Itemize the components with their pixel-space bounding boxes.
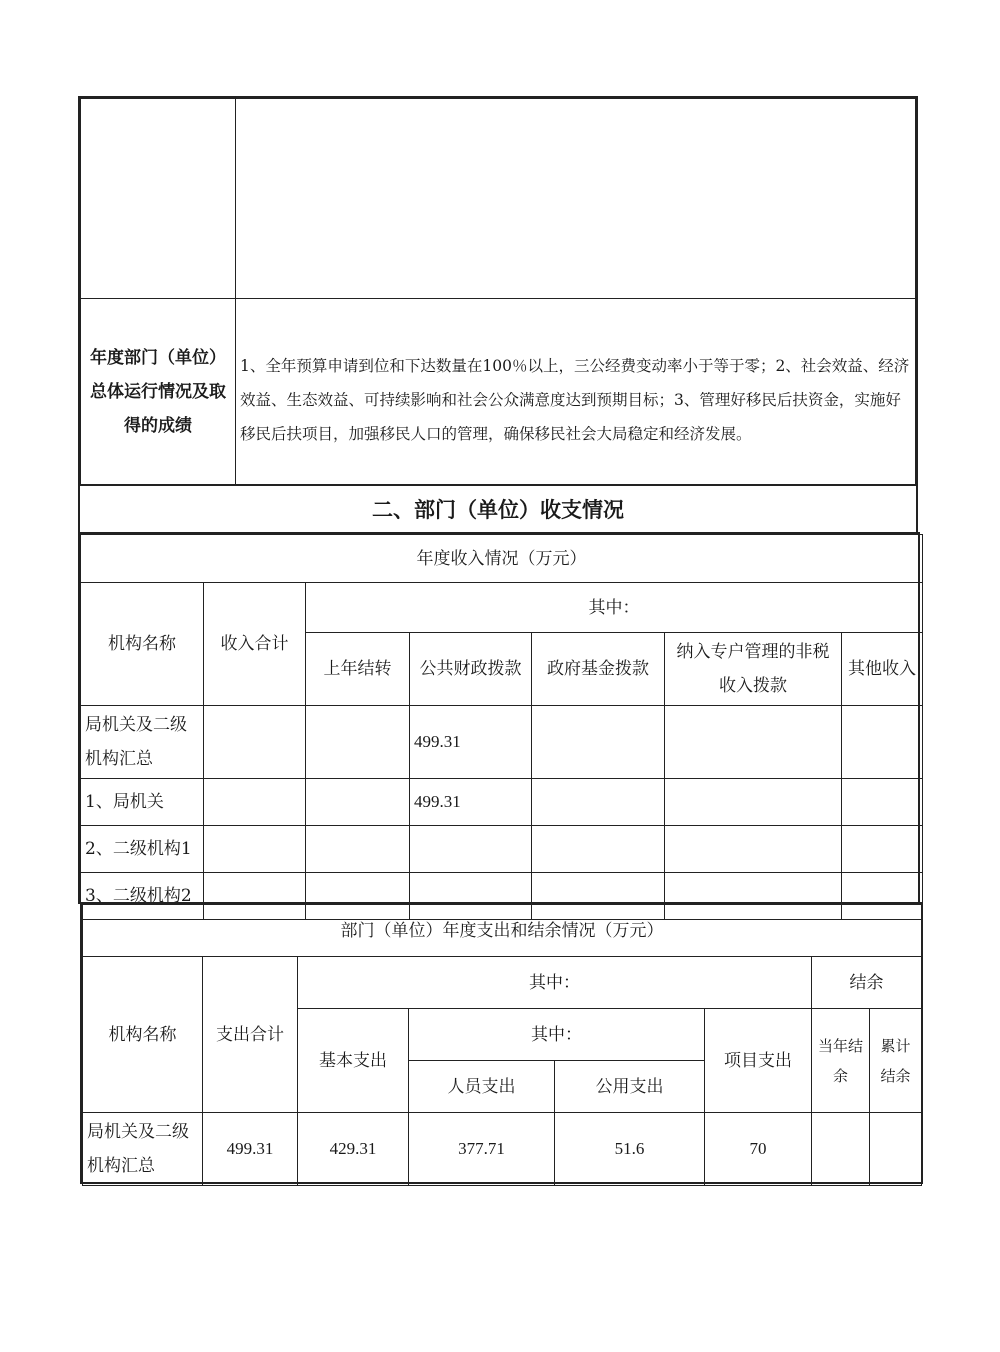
income-row-carryover	[306, 826, 410, 873]
table-row	[83, 1113, 922, 1186]
expense-header-of-which: 其中：	[298, 957, 812, 1009]
income-row-public-finance	[410, 826, 532, 873]
expense-caption: 部门（单位）年度支出和结余情况（万元）	[83, 905, 922, 957]
expense-row-cumulative-surplus	[870, 1113, 922, 1186]
income-row-gov-fund	[532, 826, 665, 873]
income-table	[80, 534, 923, 920]
income-row-other	[842, 706, 923, 779]
income-row-total	[204, 779, 306, 826]
table-row	[81, 706, 923, 779]
expense-row-org: 局机关及二级机构汇总	[83, 1113, 203, 1186]
income-row-carryover	[306, 706, 410, 779]
income-row-other	[842, 826, 923, 873]
income-row-org: 1、局机关	[81, 779, 204, 826]
income-row-org: 3、二级机构2	[81, 873, 204, 920]
performance-table	[80, 98, 916, 485]
blank-right-cell	[236, 99, 916, 299]
income-row-nontax	[665, 826, 842, 873]
expense-block	[80, 902, 923, 1184]
expense-header-public-use: 公用支出	[555, 1061, 705, 1113]
section2-title: 二、部门（单位）收支情况	[372, 498, 624, 522]
expense-row-project: 70	[705, 1113, 812, 1186]
income-header-other: 其他收入	[842, 633, 923, 706]
income-row-nontax	[665, 779, 842, 826]
income-row-nontax	[665, 706, 842, 779]
income-caption: 年度收入情况（万元）	[81, 535, 923, 583]
blank-left-cell	[81, 99, 236, 299]
income-row-org: 局机关及二级机构汇总	[81, 706, 204, 779]
table-row	[81, 826, 923, 873]
income-block	[78, 532, 920, 904]
expense-header-project: 项目支出	[705, 1009, 812, 1113]
income-row-total	[204, 706, 306, 779]
expense-header-personnel: 人员支出	[409, 1061, 555, 1113]
income-row-public-finance: 499.31	[410, 706, 532, 779]
expense-row-public-use: 51.6	[555, 1113, 705, 1186]
expense-row-current-surplus	[812, 1113, 870, 1186]
performance-text: 1、全年预算申请到位和下达数量在100％以上，三公经费变动率小于等于零；2、社会效益、经济效益、生态效益、可持续影响和社会公众满意度达到预期目标；3、管理好移民后扶资金，实施好移民后扶项目，加强移民人口的管理，确保移民社会大局稳定和经济发展。	[236, 299, 916, 485]
expense-row-personnel: 377.71	[409, 1113, 555, 1186]
income-header-gov-fund: 政府基金拨款	[532, 633, 665, 706]
income-header-public-finance: 公共财政拨款	[410, 633, 532, 706]
income-row-carryover	[306, 779, 410, 826]
income-row-public-finance: 499.31	[410, 779, 532, 826]
expense-header-org: 机构名称	[83, 957, 203, 1113]
expense-header-surplus: 结余	[812, 957, 922, 1009]
expense-table	[82, 904, 922, 1186]
income-row-gov-fund	[532, 779, 665, 826]
expense-header-current-surplus: 当年结余	[812, 1009, 870, 1113]
income-row-other	[842, 779, 923, 826]
income-row-gov-fund	[532, 706, 665, 779]
income-header-carryover: 上年结转	[306, 633, 410, 706]
income-row-org: 2、二级机构1	[81, 826, 204, 873]
performance-block	[78, 96, 918, 486]
section2-title-block	[78, 484, 918, 534]
expense-header-basic: 基本支出	[298, 1009, 409, 1113]
expense-header-total: 支出合计	[203, 957, 298, 1113]
income-header-nontax: 纳入专户管理的非税收入拨款	[665, 633, 842, 706]
expense-row-basic: 429.31	[298, 1113, 409, 1186]
table-row	[81, 779, 923, 826]
income-header-of-which: 其中：	[306, 583, 923, 633]
income-header-org: 机构名称	[81, 583, 204, 706]
expense-header-of-which2: 其中：	[409, 1009, 705, 1061]
expense-row-total: 499.31	[203, 1113, 298, 1186]
income-header-total: 收入合计	[204, 583, 306, 706]
expense-header-cumulative-surplus: 累计结余	[870, 1009, 922, 1113]
income-row-total	[204, 826, 306, 873]
performance-label: 年度部门（单位）总体运行情况及取得的成绩	[81, 299, 236, 485]
